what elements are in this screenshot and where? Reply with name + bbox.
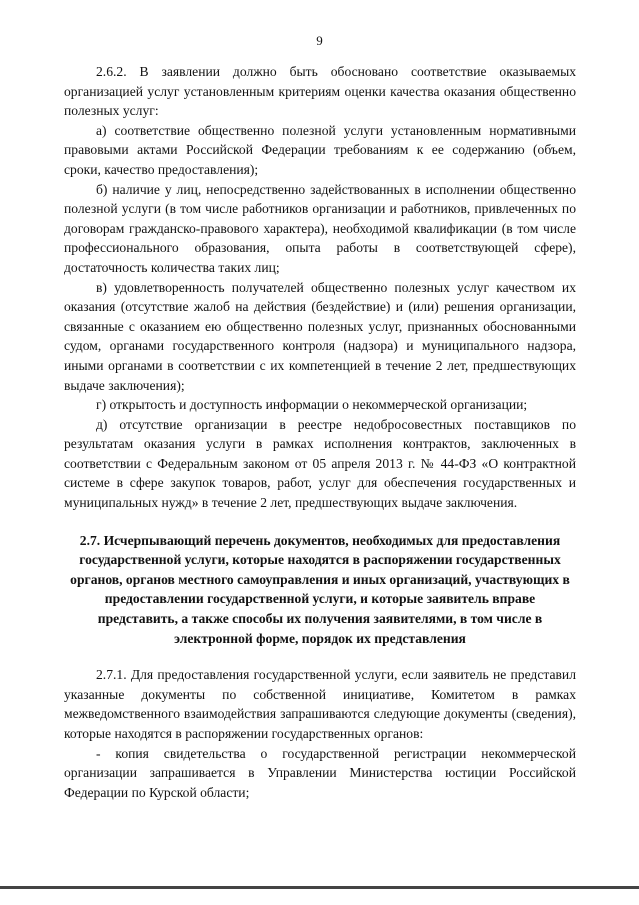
paragraph-2-6-2: 2.6.2. В заявлении должно быть обосновано соответствие оказываемых организацией услуг установленным критериям оценки качества оказания общественно полезных услуг:: [64, 64, 576, 119]
paragraph-item-v: в) удовлетворенность получателей общественно полезных услуг качеством их оказания (отсутствие жалоб на действия (бездействие) и (или) решения организации, связанные с оказанием ею общественно полезных услуг, признанных обоснованными судом, органами государственного контроля (надзора) и муниципального надзора, иными органами в соответствии с их компетенцией в течение 2 лет, предшествующих выдаче заключения);: [64, 279, 576, 393]
paragraph-item-b: б) наличие у лиц, непосредственно задействованных в исполнении общественно полезной услуги (в том числе работников организации и работников, привлеченных по договорам гражданско-правового характера), необходимой квалификации (в том числе профессионального образования, опыта работы в соответствующей сфере), достаточность количества таких лиц;: [64, 181, 576, 275]
document-body: [64, 62, 576, 802]
paragraph-item-g: г) открытость и доступность информации о некоммерческой организации;: [96, 397, 528, 413]
paragraph-2-7-1: 2.7.1. Для предоставления государственной услуги, если заявитель не представил указанные документы по собственной инициативе, Комитетом в рамках межведомственного взаимодействия запрашиваются следующие документы (сведения), которые находятся в распоряжении государственных органов:: [64, 667, 576, 741]
paragraph-item-a: а) соответствие общественно полезной услуги установленным нормативными правовыми актами Российской Федерации требованиям к ее содержанию (объем, сроки, качество предоставления);: [64, 122, 576, 177]
page-number: 9: [316, 33, 323, 48]
bottom-scan-border: [0, 886, 639, 889]
paragraph-item-d: д) отсутствие организации в реестре недобросовестных поставщиков по результатам оказания услуги в рамках исполнения контрактов, заключенных в соответствии с Федеральным законом от 05 апреля 2013 г. № 44-ФЗ «О контрактной системе в сфере закупок товаров, работ, услуг для обеспечения государственных и муниципальных нужд» в течение 2 лет, предшествующих выдаче заключения.: [64, 416, 576, 511]
section-heading-2-7: 2.7. Исчерпывающий перечень документов, необходимых для предоставления государственной услуги, которые находятся в распоряжении государственных органов, органов местного самоуправления и иных организаций, участвующих в предоставлении государственной услуги, и которые заявитель вправе представить, а также способы их получения заявителями, в том числе в электронной форме, порядок их представления: [70, 532, 570, 646]
paragraph-bullet-certificate: - копия свидетельства о государственной регистрации некоммерческой организации запрашивается в Управлении Министерства юстиции Российской Федерации по Курской области;: [64, 745, 576, 800]
